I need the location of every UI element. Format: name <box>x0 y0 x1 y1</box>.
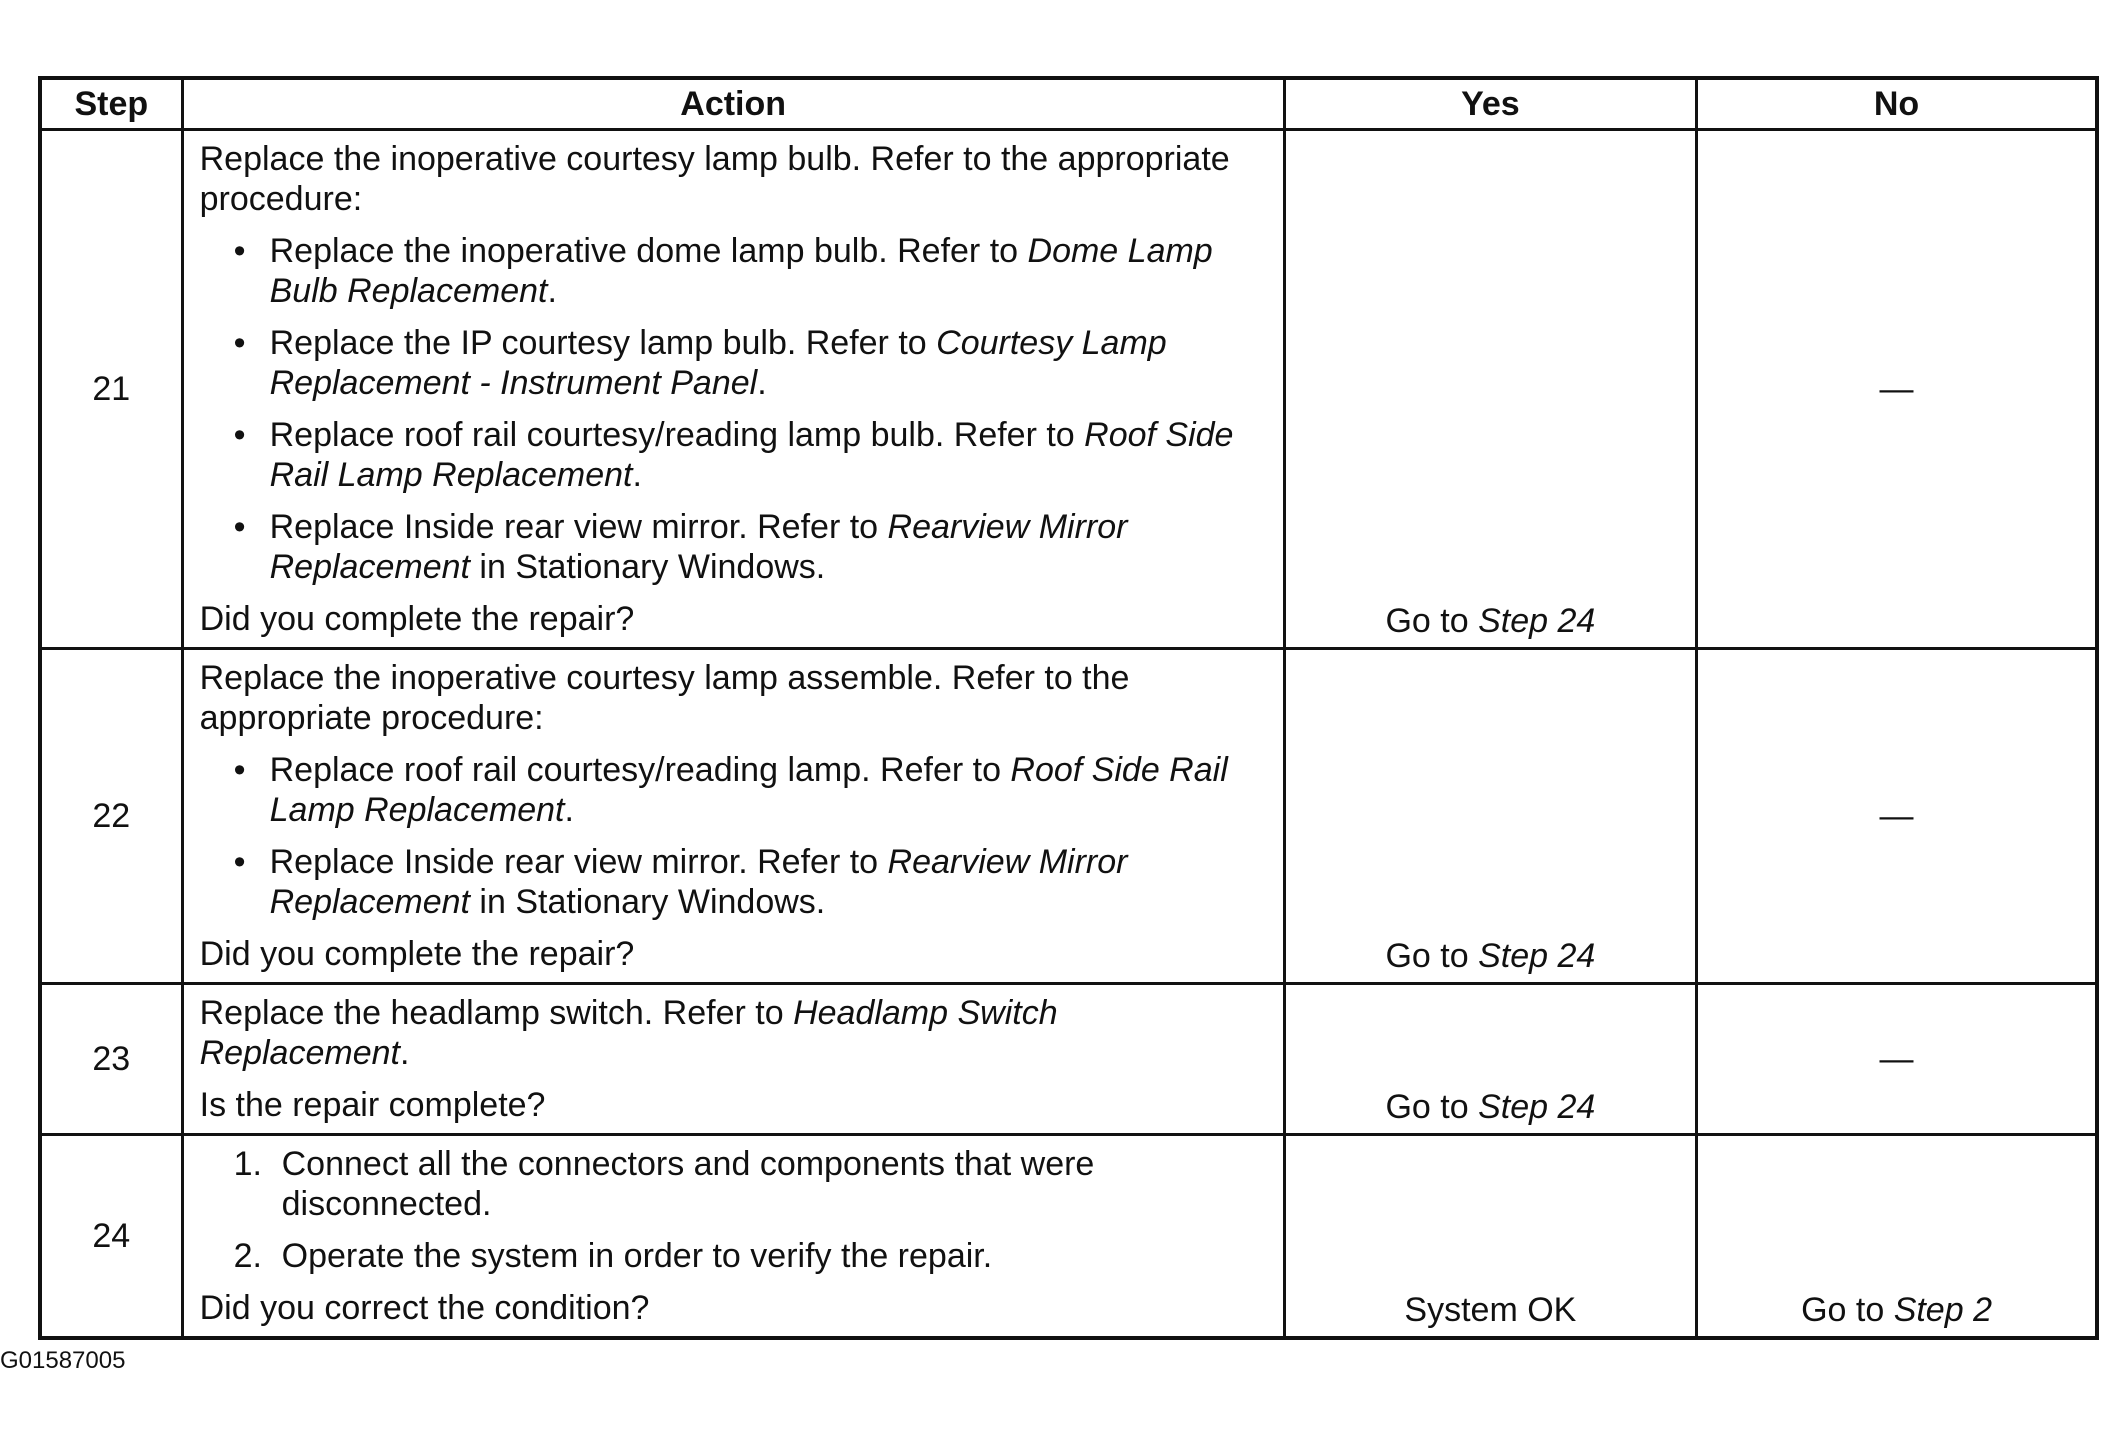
procedure-steps <box>200 1144 1271 1276</box>
item-text: Operate the system in order to verify the repair. <box>281 1237 993 1275</box>
header-yes: Yes <box>1284 78 1696 130</box>
yes-step-link[interactable]: Step 24 <box>1478 937 1596 975</box>
yes-step-link[interactable]: Step 24 <box>1478 1088 1596 1126</box>
intro-text: Replace the headlamp switch. Refer to <box>199 994 794 1032</box>
step-index: 1. <box>233 1145 262 1183</box>
yes-cell <box>1284 130 1696 649</box>
action-cell <box>182 984 1284 1135</box>
intro-suffix: . <box>399 1034 410 1072</box>
item-text: Replace Inside rear view mirror. Refer to <box>269 843 888 881</box>
table-row-step-21 <box>40 130 2097 649</box>
action-intro <box>200 993 1271 1073</box>
list-item <box>200 323 1271 403</box>
figure-id: G01587005 <box>0 1347 126 1374</box>
procedure-reference: Roof Side Rail Lamp Replacement <box>269 416 1234 494</box>
bullet-icon: • <box>233 416 246 454</box>
yes-prefix: Go to <box>1385 1088 1479 1126</box>
list-item <box>200 507 1271 587</box>
bullet-icon: • <box>233 324 246 362</box>
item-suffix: . <box>632 456 642 494</box>
no-cell: — <box>1697 130 2097 649</box>
procedure-reference: Dome Lamp Bulb Replacement <box>269 232 1213 310</box>
action-cell <box>182 649 1284 984</box>
item-text: Replace roof rail courtesy/reading lamp. Refer to <box>269 751 1011 789</box>
list-item <box>200 1236 1271 1276</box>
item-suffix: in Stationary Windows. <box>469 548 826 586</box>
action-question: Did you complete the repair? <box>199 935 635 973</box>
no-cell: — <box>1697 649 2097 984</box>
header-no: No <box>1697 78 2097 130</box>
procedure-list <box>200 231 1271 587</box>
header-action: Action <box>182 78 1284 130</box>
no-prefix: Go to <box>1801 1291 1894 1329</box>
yes-step-link[interactable]: Step 24 <box>1478 602 1596 640</box>
action-cell <box>182 130 1284 649</box>
diagnostic-table <box>38 76 2099 1340</box>
no-cell <box>1697 1135 2097 1339</box>
list-item <box>200 842 1271 922</box>
item-text: Replace the IP courtesy lamp bulb. Refer to <box>269 324 937 362</box>
action-question: Did you complete the repair? <box>199 600 635 638</box>
bullet-icon: • <box>233 843 246 881</box>
procedure-reference: Headlamp Switch Replacement <box>199 994 1058 1072</box>
action-question: Did you correct the condition? <box>199 1289 650 1327</box>
table-row-step-22 <box>40 649 2097 984</box>
item-suffix: . <box>757 364 767 402</box>
yes-cell <box>1284 649 1696 984</box>
item-suffix: . <box>547 272 557 310</box>
bullet-icon: • <box>233 232 246 270</box>
action-cell <box>182 1135 1284 1339</box>
procedure-reference: Rearview Mirror Replacement <box>269 843 1128 921</box>
list-item <box>200 231 1271 311</box>
item-suffix: . <box>564 791 574 829</box>
step-number: 24 <box>40 1135 182 1339</box>
item-text: Replace the inoperative dome lamp bulb. Refer to <box>269 232 1028 270</box>
action-question: Is the repair complete? <box>199 1086 546 1124</box>
procedure-list <box>200 750 1271 922</box>
procedure-reference: Rearview Mirror Replacement <box>269 508 1128 586</box>
step-number: 21 <box>40 130 182 649</box>
item-suffix: in Stationary Windows. <box>469 883 826 921</box>
procedure-reference: Courtesy Lamp Replacement - Instrument Panel <box>269 324 1167 402</box>
action-intro: Replace the inoperative courtesy lamp bulb. Refer to the appropriate procedure: <box>199 140 1230 218</box>
procedure-reference: Roof Side Rail Lamp Replacement <box>269 751 1228 829</box>
item-text: Replace roof rail courtesy/reading lamp bulb. Refer to <box>269 416 1085 454</box>
list-item <box>200 750 1271 830</box>
item-text: Replace Inside rear view mirror. Refer to <box>269 508 888 546</box>
yes-prefix: Go to <box>1385 937 1479 975</box>
step-number: 23 <box>40 984 182 1135</box>
no-cell: — <box>1697 984 2097 1135</box>
bullet-icon: • <box>233 751 246 789</box>
table-row-step-24 <box>40 1135 2097 1339</box>
list-item <box>200 415 1271 495</box>
list-item <box>200 1144 1271 1224</box>
step-index: 2. <box>233 1237 262 1275</box>
yes-cell: System OK <box>1284 1135 1696 1339</box>
yes-prefix: Go to <box>1385 602 1479 640</box>
item-text: Connect all the connectors and components that were disconnected. <box>281 1145 1095 1223</box>
table-row-step-23 <box>40 984 2097 1135</box>
yes-cell <box>1284 984 1696 1135</box>
action-intro: Replace the inoperative courtesy lamp assemble. Refer to the appropriate procedure: <box>199 659 1130 737</box>
no-step-link[interactable]: Step 2 <box>1893 1291 1992 1329</box>
header-row <box>40 78 2097 130</box>
header-step: Step <box>40 78 182 130</box>
step-number: 22 <box>40 649 182 984</box>
bullet-icon: • <box>233 508 246 546</box>
